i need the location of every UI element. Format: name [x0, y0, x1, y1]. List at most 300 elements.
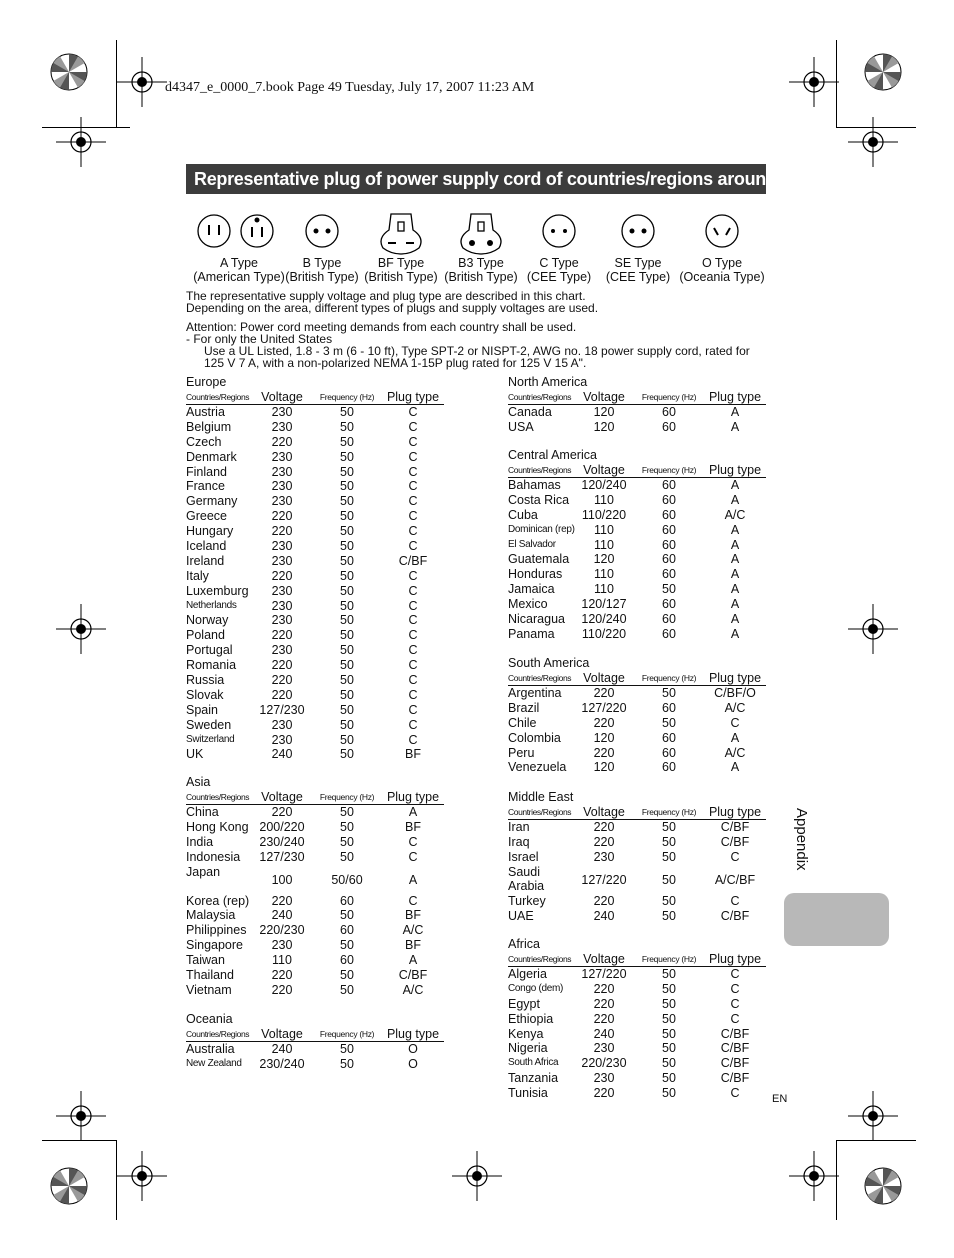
country-cell: Ireland	[186, 553, 225, 568]
country-cell: Turkey	[508, 893, 546, 908]
column-header: Voltage	[583, 805, 625, 819]
voltage-cell: 220/230	[259, 923, 305, 938]
plug-type-cell: C	[408, 893, 418, 908]
frequency-cell: 60	[662, 745, 676, 760]
table-row	[186, 405, 444, 420]
plug-type-cell: A	[730, 492, 740, 507]
voltage-cell: 220	[593, 745, 615, 760]
table-row	[508, 478, 766, 493]
plug-b3-sub: (British Type)	[444, 270, 518, 284]
language-code: EN	[772, 1093, 788, 1105]
book-header: d4347_e_0000_7.book Page 49 Tuesday, July 17, 2007 11:23 AM	[165, 80, 535, 95]
country-cell: Brazil	[508, 700, 540, 715]
country-cell: Russia	[186, 673, 225, 688]
country-cell: Hungary	[186, 524, 234, 539]
voltage-cell: 100	[271, 873, 293, 888]
table-row	[508, 1086, 766, 1101]
voltage-cell: 230	[271, 553, 293, 568]
voltage-cell: 120	[593, 405, 615, 419]
frequency-cell: 50	[662, 715, 676, 730]
frequency-cell: 50	[662, 582, 676, 597]
table-header	[508, 390, 766, 405]
country-cell: Cuba	[508, 507, 538, 522]
voltage-cell: 220	[271, 524, 293, 539]
plug-type-cell: O	[408, 1056, 418, 1071]
plug-type-cell: C	[408, 583, 418, 598]
frequency-cell: 50	[340, 687, 354, 702]
frequency-cell: 50	[340, 717, 354, 732]
voltage-cell: 127/220	[581, 873, 627, 888]
column-header: Plug type	[708, 463, 762, 477]
plug-se-icon	[598, 212, 678, 252]
table-row	[508, 894, 766, 909]
frequency-cell: 50	[662, 996, 676, 1011]
voltage-cell: 230	[271, 539, 293, 554]
frequency-cell: 60	[662, 478, 676, 492]
country-cell: Japan	[186, 864, 221, 879]
table-row	[186, 1042, 444, 1057]
plug-type-cell: C	[408, 479, 418, 494]
voltage-cell: 240	[271, 747, 293, 762]
column-header: Plug type	[386, 1027, 440, 1041]
plug-type-cell: C/BF	[720, 820, 750, 834]
table-row	[186, 479, 444, 494]
plug-o-sub: (Oceania Type)	[679, 270, 765, 284]
table-row	[186, 850, 444, 865]
table-row	[508, 612, 766, 627]
voltage-cell: 230	[271, 449, 293, 464]
country-cell: Panama	[508, 626, 555, 641]
country-cell: Belgium	[186, 419, 232, 434]
country-cell: Spain	[186, 702, 218, 717]
frequency-cell: 50	[662, 1026, 676, 1041]
oceania-table	[186, 1012, 444, 1072]
table-row	[186, 584, 444, 599]
plug-bf-name: BF Type	[377, 256, 425, 270]
table-row	[508, 582, 766, 597]
voltage-cell: 220	[593, 981, 615, 996]
table-row	[186, 908, 444, 923]
country-cell: Greece	[186, 509, 227, 524]
plug-type-cell: A	[730, 760, 740, 775]
plug-b-name: B Type	[302, 256, 342, 270]
table-header	[508, 463, 766, 478]
column-header: Frequency (Hz)	[641, 673, 697, 683]
voltage-cell: 220	[271, 434, 293, 449]
frequency-cell: 50	[662, 1011, 676, 1026]
plug-c-icon	[519, 212, 599, 252]
voltage-cell: 230/240	[259, 834, 305, 849]
middle-east-table	[508, 790, 766, 923]
frequency-cell: 50	[340, 968, 354, 983]
frequency-cell: 50	[340, 732, 354, 747]
frequency-cell: 50	[662, 1056, 676, 1071]
frequency-cell: 60	[662, 419, 676, 434]
voltage-cell: 127/220	[581, 700, 627, 715]
attention-text: Attention: Power cord meeting demands from each country shall be used.	[186, 320, 577, 334]
voltage-cell: 240	[271, 908, 293, 923]
plug-type-cell: BF	[405, 908, 421, 923]
voltage-cell: 120	[593, 760, 615, 775]
column-header: Frequency (Hz)	[641, 392, 697, 402]
table-row	[508, 835, 766, 850]
country-cell: China	[186, 805, 219, 819]
africa-table	[508, 937, 766, 1101]
frequency-cell: 50	[340, 805, 354, 819]
country-cell: Taiwan	[186, 953, 225, 968]
country-cell: Colombia	[508, 730, 561, 745]
plug-type-cell: C	[408, 643, 418, 658]
plug-type-cell: C/BF	[398, 553, 428, 568]
table-header	[186, 1027, 444, 1042]
frequency-cell: 50	[340, 1056, 354, 1071]
table-row	[508, 1012, 766, 1027]
country-cell: Nigeria	[508, 1041, 548, 1056]
country-cell: Argentina	[508, 686, 562, 700]
country-cell: Czech	[186, 434, 222, 449]
plug-a-icon	[195, 212, 285, 252]
country-cell: Portugal	[186, 643, 233, 658]
plug-c-sub: (CEE Type)	[526, 270, 592, 284]
country-cell: Guatemala	[508, 552, 570, 567]
table-row	[186, 688, 444, 703]
voltage-cell: 230	[593, 849, 615, 864]
table-row	[186, 658, 444, 673]
plug-type-cell: A	[408, 805, 418, 819]
plug-type-cell: A	[408, 873, 418, 888]
plug-type-cell: C	[408, 598, 418, 613]
plug-type-cell: C	[730, 849, 740, 864]
central-america-table	[508, 448, 766, 642]
voltage-cell: 220	[271, 968, 293, 983]
table-row	[186, 1057, 444, 1072]
table-row	[186, 509, 444, 524]
plug-type-cell: A	[730, 582, 740, 597]
frequency-cell: 50	[340, 434, 354, 449]
frequency-cell: 50	[340, 568, 354, 583]
voltage-cell: 230	[271, 583, 293, 598]
table-row	[508, 508, 766, 523]
table-row	[186, 938, 444, 953]
plug-type-cell: A	[730, 612, 740, 627]
plug-types	[186, 212, 776, 287]
plug-type-cell: C	[730, 715, 740, 730]
table-row	[508, 909, 766, 924]
voltage-cell: 230	[271, 938, 293, 953]
frequency-cell: 60	[662, 507, 676, 522]
country-cell: Bahamas	[508, 478, 561, 492]
frequency-cell: 60	[662, 492, 676, 507]
column-header: Plug type	[386, 790, 440, 804]
plug-type-cell: C	[408, 834, 418, 849]
table-row	[186, 718, 444, 733]
table-row	[508, 686, 766, 701]
voltage-cell: 127/220	[581, 967, 627, 981]
plug-o-name: O Type	[701, 256, 743, 270]
country-cell: Iceland	[186, 539, 227, 554]
table-row	[186, 747, 444, 762]
voltage-cell: 230	[271, 643, 293, 658]
frequency-cell: 60	[662, 730, 676, 745]
appendix-tab[interactable]	[784, 893, 889, 946]
country-cell: Indonesia	[186, 849, 241, 864]
voltage-cell: 220	[271, 628, 293, 643]
us-only-text: - For only the United States	[186, 332, 333, 346]
column-header: Countries/Regions	[186, 1029, 250, 1039]
voltage-cell: 220	[271, 509, 293, 524]
country-cell: Poland	[186, 628, 225, 643]
voltage-cell: 230	[271, 598, 293, 613]
table-row	[508, 1071, 766, 1086]
table-header	[508, 952, 766, 967]
frequency-cell: 50	[340, 613, 354, 628]
frequency-cell: 50	[340, 834, 354, 849]
north-america-table	[508, 375, 766, 435]
table-row	[186, 524, 444, 539]
country-cell: Norway	[186, 613, 229, 628]
plug-type-cell: C	[408, 732, 418, 747]
plug-type-cell: A	[730, 626, 740, 641]
table-row	[186, 643, 444, 658]
europe-table	[186, 375, 444, 762]
voltage-cell: 220/230	[581, 1056, 627, 1071]
voltage-cell: 220	[593, 996, 615, 1011]
plug-type-cell: A	[730, 730, 740, 745]
plug-type-cell: A	[730, 405, 740, 419]
frequency-cell: 60	[662, 522, 676, 537]
voltage-cell: 230	[593, 1041, 615, 1056]
column-header: Plug type	[708, 390, 762, 404]
section-title: Oceania	[186, 1012, 233, 1026]
column-header: Frequency (Hz)	[641, 954, 697, 964]
frequency-cell: 50	[340, 908, 354, 923]
country-cell: New Zealand	[186, 1057, 242, 1069]
column-header: Frequency (Hz)	[641, 807, 697, 817]
plug-type-cell: A/C	[724, 700, 746, 715]
frequency-cell: 50	[340, 539, 354, 554]
voltage-cell: 110	[594, 582, 614, 597]
voltage-cell: 220	[271, 893, 293, 908]
plug-type-cell: A	[730, 567, 740, 582]
plug-type-cell: A/C	[724, 507, 746, 522]
frequency-cell: 60	[662, 700, 676, 715]
frequency-cell: 50	[340, 479, 354, 494]
country-cell: Austria	[186, 405, 225, 419]
voltage-cell: 120/240	[581, 612, 627, 627]
frequency-cell: 50	[340, 673, 354, 688]
frequency-cell: 50	[662, 908, 676, 923]
plug-type-cell: BF	[405, 819, 421, 834]
voltage-cell: 120	[593, 552, 615, 567]
voltage-cell: 240	[593, 908, 615, 923]
column-header: Countries/Regions	[508, 954, 572, 964]
plug-type-cell: C	[408, 628, 418, 643]
table-row	[508, 820, 766, 835]
plug-type-cell: C	[408, 658, 418, 673]
country-cell: Philippines	[186, 923, 247, 938]
country-cell: Canada	[508, 405, 552, 419]
plug-type-cell: A/C/BF	[714, 873, 756, 888]
country-cell: Honduras	[508, 567, 563, 582]
plug-type-cell: A	[730, 537, 740, 552]
voltage-cell: 120/127	[581, 597, 627, 612]
plug-type-cell: C	[730, 893, 740, 908]
country-cell: Jamaica	[508, 582, 555, 597]
table-row	[186, 953, 444, 968]
voltage-cell: 110	[594, 492, 614, 507]
column-header: Voltage	[261, 790, 303, 804]
country-cell: Finland	[186, 464, 227, 479]
country-cell: UAE	[508, 908, 534, 923]
table-row	[186, 554, 444, 569]
frequency-cell: 50	[340, 819, 354, 834]
voltage-cell: 230	[271, 405, 293, 419]
plug-type-cell: C/BF/O	[714, 686, 756, 700]
voltage-cell: 230	[271, 494, 293, 509]
plug-type-cell: C	[730, 1011, 740, 1026]
frequency-cell: 50	[662, 834, 676, 849]
country-cell: Tanzania	[508, 1071, 559, 1086]
voltage-cell: 220	[271, 568, 293, 583]
plug-type-cell: C	[408, 539, 418, 554]
plug-type-cell: A/C	[402, 982, 424, 997]
country-cell: Chile	[508, 715, 537, 730]
country-cell: Saudi Arabia	[508, 864, 545, 893]
column-header: Plug type	[386, 390, 440, 404]
plug-type-cell: C	[408, 464, 418, 479]
country-cell: Congo (dem)	[508, 982, 564, 994]
table-header	[508, 671, 766, 686]
voltage-cell: 120/240	[581, 478, 627, 492]
frequency-cell: 60	[662, 405, 676, 419]
frequency-cell: 50	[662, 1086, 676, 1101]
plug-type-cell: C	[730, 981, 740, 996]
frequency-cell: 60	[662, 552, 676, 567]
plug-type-cell: C/BF	[720, 1026, 750, 1041]
country-cell: USA	[508, 419, 534, 434]
table-row	[186, 968, 444, 983]
table-row	[508, 997, 766, 1012]
country-cell: Singapore	[186, 938, 243, 953]
plug-type-cell: C	[408, 568, 418, 583]
page-title: Representative plug of power supply cord of countries/regions around the world	[186, 164, 766, 194]
plug-type-cell: A	[408, 953, 418, 968]
frequency-cell: 60	[662, 760, 676, 775]
plug-type-cell: C	[408, 673, 418, 688]
column-header: Voltage	[261, 1027, 303, 1041]
frequency-cell: 50	[340, 702, 354, 717]
table-row	[508, 1041, 766, 1056]
voltage-cell: 230	[271, 464, 293, 479]
column-header: Plug type	[708, 805, 762, 819]
table-row	[508, 597, 766, 612]
plug-a-name: A Type	[220, 256, 258, 270]
frequency-cell: 60	[662, 612, 676, 627]
frequency-cell: 50	[340, 938, 354, 953]
voltage-cell: 230	[593, 1071, 615, 1086]
plug-type-cell: A	[730, 552, 740, 567]
column-header: Plug type	[708, 952, 762, 966]
country-cell: Tunisia	[508, 1086, 548, 1101]
column-header: Frequency (Hz)	[319, 392, 375, 402]
country-cell: El Salvador	[508, 538, 556, 550]
plug-type-cell: C	[408, 419, 418, 434]
frequency-cell: 50	[662, 981, 676, 996]
voltage-cell: 230	[271, 479, 293, 494]
country-cell: Korea (rep)	[186, 893, 250, 908]
section-title: Africa	[508, 937, 540, 951]
column-header: Voltage	[583, 390, 625, 404]
voltage-cell: 220	[593, 686, 615, 700]
table-header	[186, 790, 444, 805]
plug-bf-icon	[361, 212, 441, 254]
plug-bf-sub: (British Type)	[364, 270, 438, 284]
column-header: Plug type	[708, 671, 762, 685]
south-america-table	[508, 656, 766, 775]
plug-type-cell: C	[408, 702, 418, 717]
plug-type-cell: C	[408, 434, 418, 449]
section-title: South America	[508, 656, 590, 670]
plug-type-cell: C	[408, 449, 418, 464]
country-cell: France	[186, 479, 225, 494]
table-row	[508, 627, 766, 642]
section-title: Europe	[186, 375, 227, 389]
voltage-cell: 220	[593, 715, 615, 730]
voltage-cell: 220	[593, 834, 615, 849]
voltage-cell: 230	[271, 613, 293, 628]
voltage-cell: 220	[593, 1011, 615, 1026]
frequency-cell: 50	[340, 643, 354, 658]
table-row	[186, 865, 444, 894]
frequency-cell: 60	[340, 923, 354, 938]
country-cell: Nicaragua	[508, 612, 565, 627]
voltage-cell: 230	[271, 419, 293, 434]
section-title: Middle East	[508, 790, 574, 804]
country-cell: Algeria	[508, 967, 547, 981]
plug-type-cell: C/BF	[398, 968, 428, 983]
table-row	[508, 420, 766, 435]
country-cell: Romania	[186, 658, 237, 673]
voltage-cell: 220	[271, 658, 293, 673]
country-cell: Kenya	[508, 1026, 544, 1041]
frequency-cell: 60	[662, 537, 676, 552]
table-row	[186, 923, 444, 938]
voltage-cell: 110	[594, 567, 614, 582]
plug-type-cell: C	[408, 613, 418, 628]
section-title: Asia	[186, 775, 211, 789]
country-cell: Venezuela	[508, 760, 567, 775]
plug-type-cell: C	[408, 494, 418, 509]
country-cell: Malaysia	[186, 908, 236, 923]
country-cell: Australia	[186, 1042, 235, 1056]
frequency-cell: 50	[340, 449, 354, 464]
table-row	[186, 613, 444, 628]
plug-type-cell: C/BF	[720, 1041, 750, 1056]
voltage-cell: 127/230	[259, 702, 305, 717]
frequency-cell: 50	[340, 419, 354, 434]
table-row	[186, 703, 444, 718]
table-row	[186, 569, 444, 584]
plug-type-cell: C	[408, 405, 418, 419]
country-cell: Slovak	[186, 687, 224, 702]
intro-line-1: The representative supply voltage and plug type are described in this chart.	[186, 289, 586, 303]
table-row	[508, 1027, 766, 1042]
country-cell: Ethiopia	[508, 1011, 554, 1026]
table-row	[508, 701, 766, 716]
table-row	[508, 716, 766, 731]
plug-type-cell: C	[408, 687, 418, 702]
country-cell: Italy	[186, 568, 209, 583]
